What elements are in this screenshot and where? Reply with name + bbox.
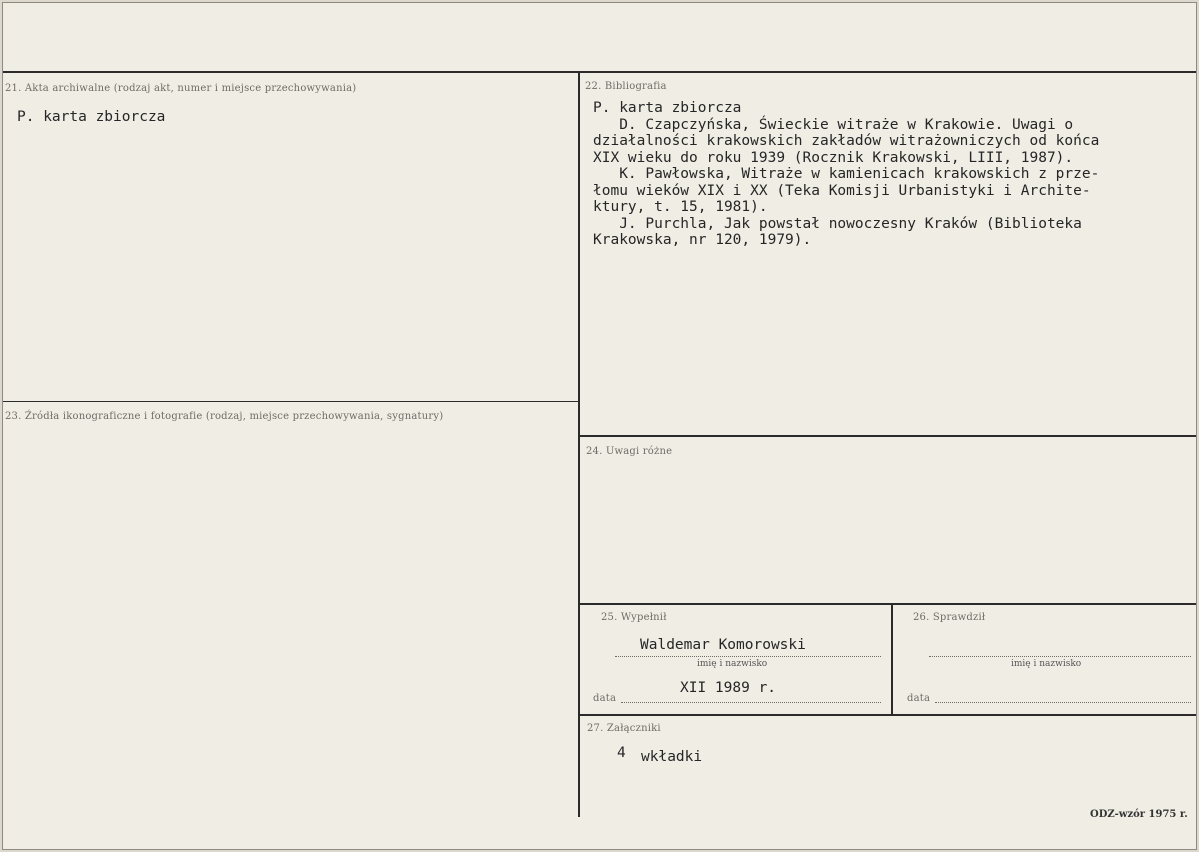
center-divider [578, 73, 580, 817]
bibliography-line: K. Pawłowska, Witraże w kamienicach krakowskich z prze- [593, 166, 1100, 182]
bibliography-line: łomu wieków XIX i XX (Teka Komisji Urbanistyki i Archite- [593, 182, 1091, 199]
section-26-label: 26. Sprawdził [913, 612, 986, 623]
filled-date: XII 1989 r. [680, 680, 777, 696]
section-21-value: P. karta zbiorcza [17, 109, 166, 125]
rule-22-24 [580, 435, 1196, 437]
bibliography-text [593, 100, 1099, 249]
form-code: ODZ-wzór 1975 r. [1090, 809, 1188, 820]
bibliography-line: Krakowska, nr 120, 1979). [593, 232, 812, 248]
checker-name-caption: imię i nazwisko [1011, 659, 1082, 669]
divider-25-26 [891, 605, 893, 714]
attachments-count: 4 [617, 745, 626, 761]
rule-25-27 [580, 714, 1196, 716]
bibliography-line: P. karta zbiorcza [593, 100, 742, 116]
rule-24-25 [580, 603, 1196, 605]
bibliography-line: działalności krakowskich zakładów witrażowniczych od końca [593, 133, 1100, 149]
section-23-label: 23. Źródła ikonograficzne i fotografie (rodzaj, miejsce przechowywania, sygnatury) [5, 411, 444, 422]
checker-name-line [929, 656, 1191, 657]
bibliography-line: D. Czapczyńska, Świeckie witraże w Krakowie. Uwagi o [593, 116, 1074, 133]
attachments-value: wkładki [641, 749, 703, 765]
section-25-label: 25. Wypełnił [601, 612, 667, 623]
bibliography-line: XIX wieku do roku 1939 (Rocznik Krakowski, LIII, 1987). [593, 149, 1074, 166]
checker-date-line [935, 702, 1191, 703]
filled-by-name: Waldemar Komorowski [640, 637, 806, 653]
date-label: data [593, 693, 617, 704]
bibliography-line: J. Purchla, Jak powstał nowoczesny Kraków (Biblioteka [593, 215, 1082, 232]
date-line [621, 702, 881, 703]
section-22-label: 22. Bibliografia [585, 81, 667, 92]
checker-date-label: data [907, 693, 931, 704]
section-24-label: 24. Uwagi różne [586, 446, 673, 457]
name-line [615, 656, 881, 657]
name-caption: imię i nazwisko [697, 659, 768, 669]
section-27-label: 27. Załączniki [587, 723, 661, 734]
rule-21-23 [3, 401, 578, 402]
section-21-label: 21. Akta archiwalne (rodzaj akt, numer i miejsce przechowywania) [5, 83, 357, 94]
bibliography-line: ktury, t. 15, 1981). [593, 199, 768, 215]
top-rule [3, 71, 1196, 73]
record-card [2, 2, 1197, 850]
